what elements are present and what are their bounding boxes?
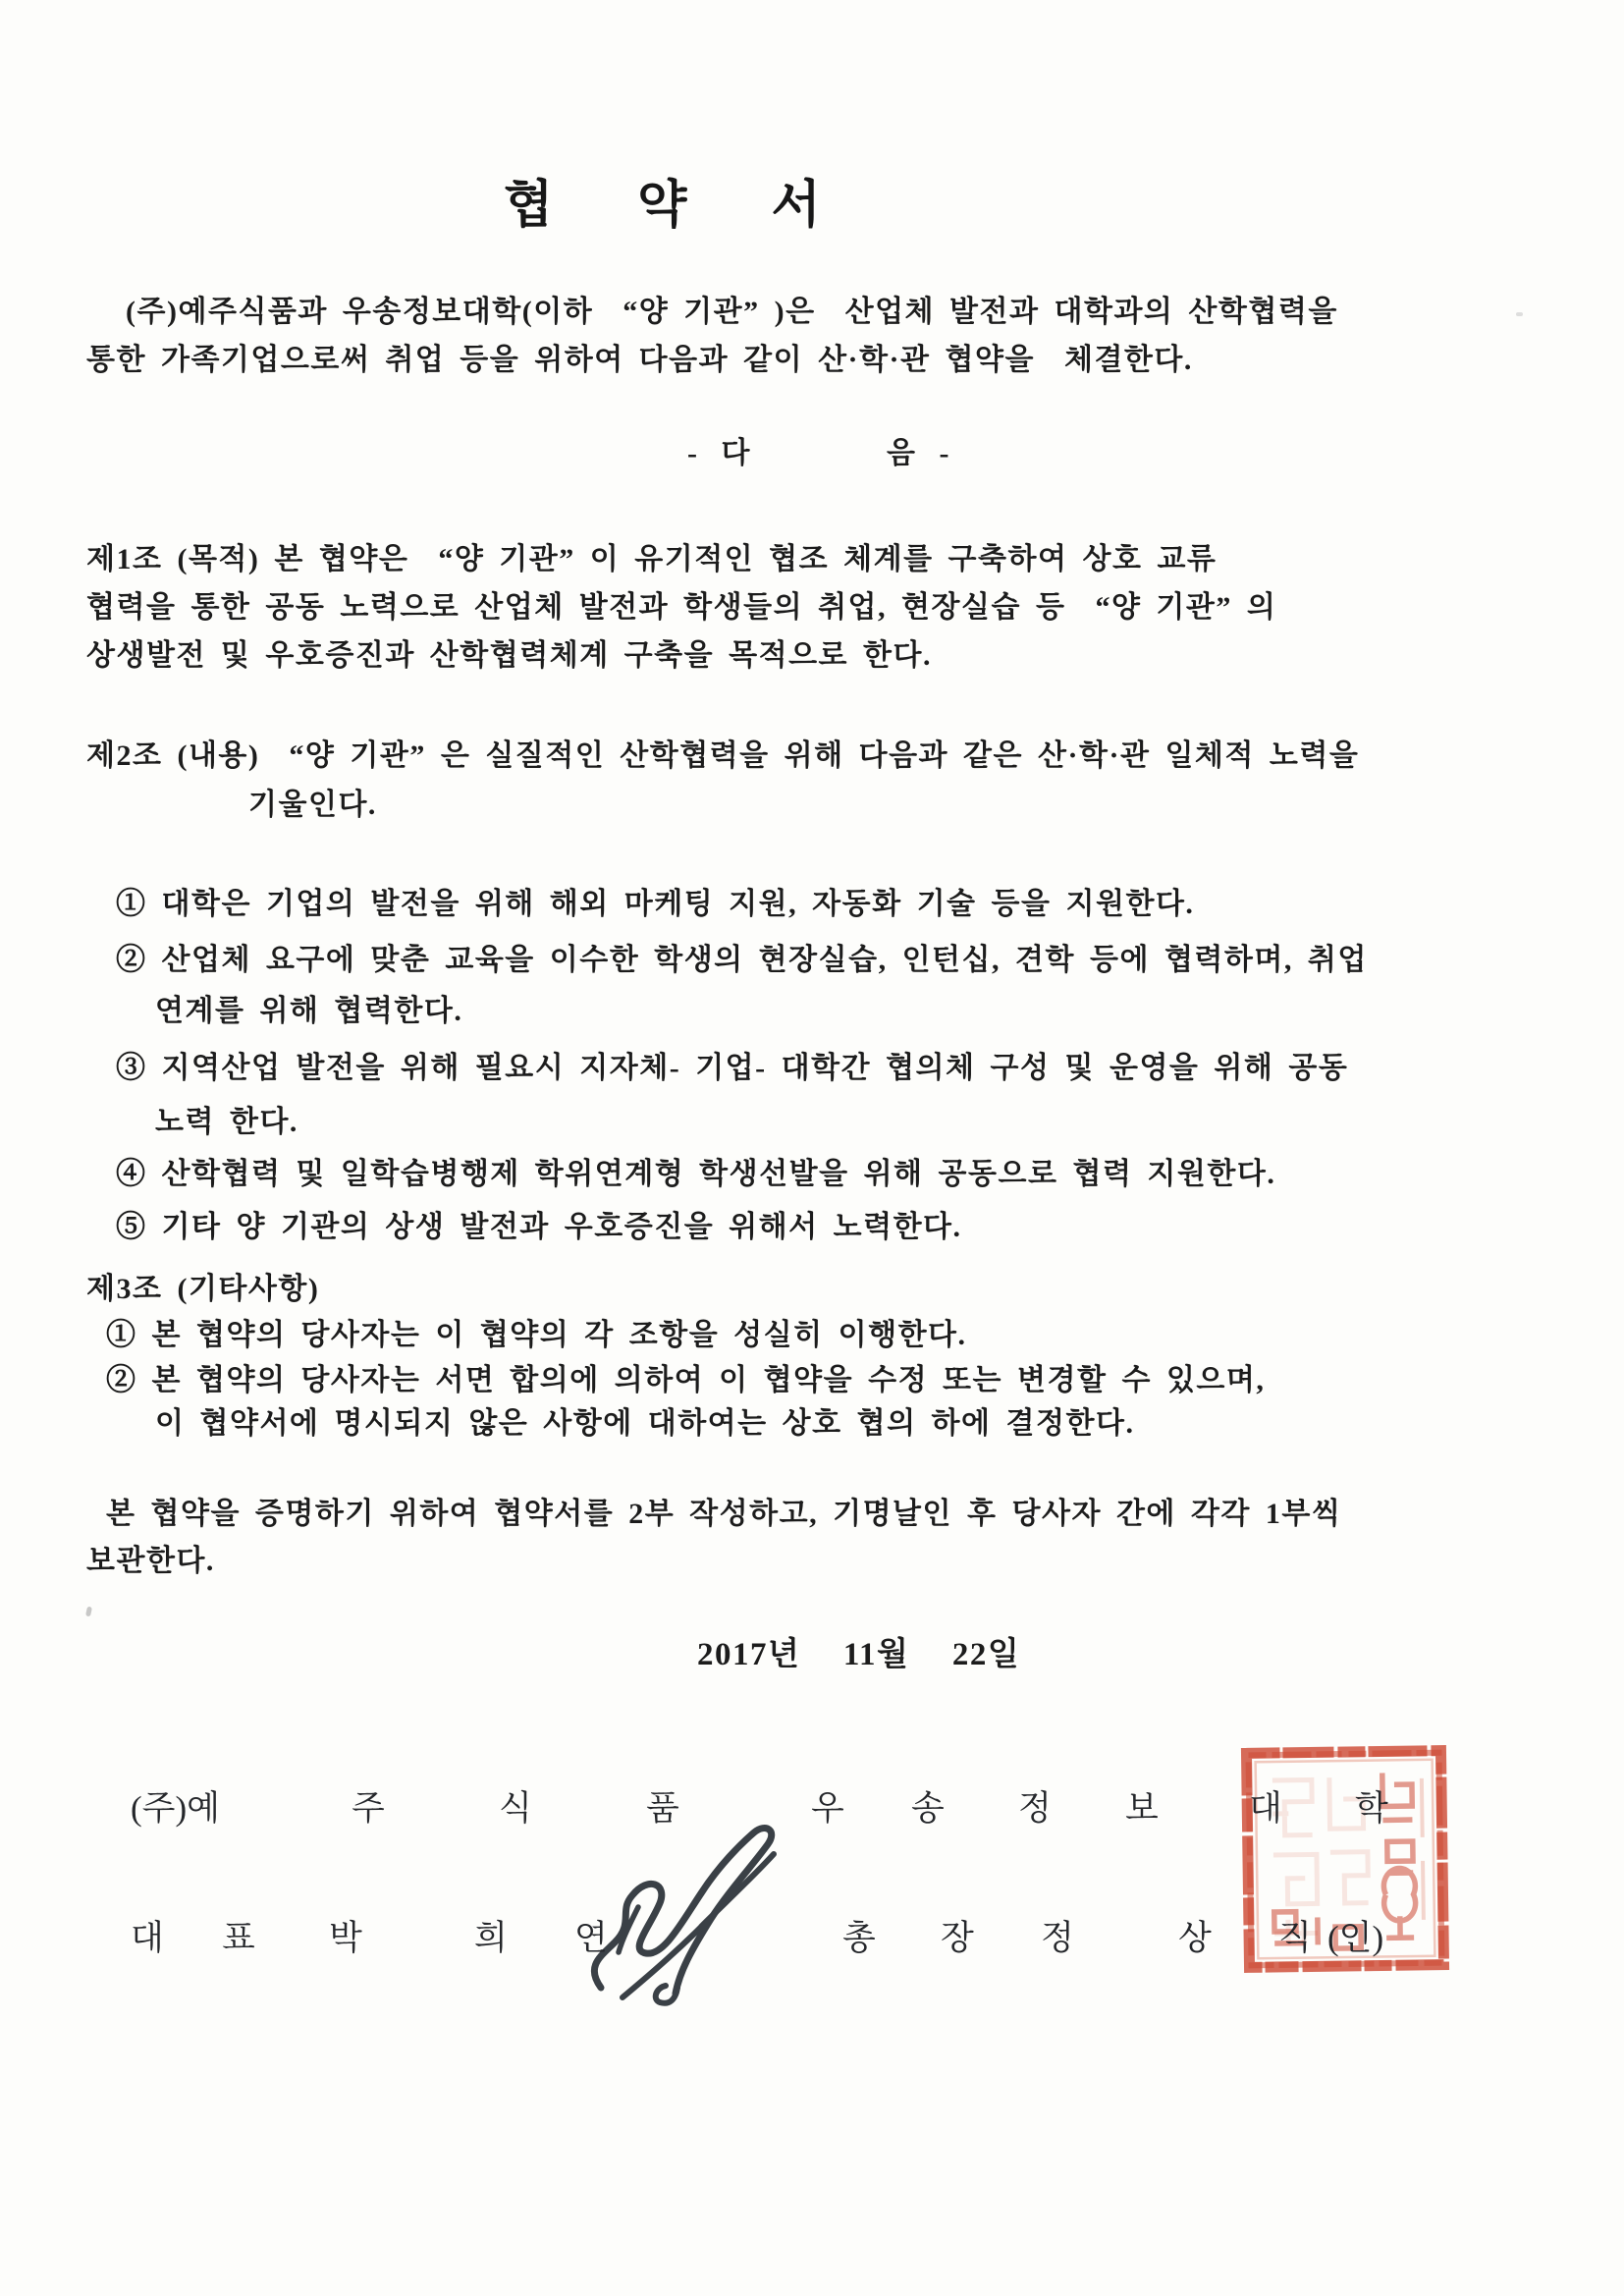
article2-line-1: 제2조 (내용) “양 기관” 은 실질적인 산학협력을 위해 다음과 같은 산·학·관 일체적 노력을: [86, 739, 1360, 772]
article3-item2-line-1: ② 본 협약의 당사자는 서면 합의에 의하여 이 협약을 수정 또는 변경할 수 있으며,: [106, 1364, 1266, 1396]
closing-line-1: 본 협약을 증명하기 위하여 협약서를 2부 작성하고, 기명날인 후 당사자 간에 각각 1부씩: [106, 1498, 1342, 1530]
signature-company-token: 정: [1018, 1789, 1052, 1828]
signature-representative-token: 연: [574, 1919, 608, 1957]
article2-item5: ⑤ 기타 양 기관의 상생 발전과 우호증진을 위해서 노력한다.: [116, 1211, 962, 1243]
signature-company-token: (주)예: [131, 1789, 220, 1828]
signature-representative-token: 박: [329, 1919, 362, 1957]
signature-representative-token: 장: [941, 1919, 974, 1957]
closing-line-2: 보관한다.: [86, 1545, 215, 1577]
signature-company-token: 주: [352, 1789, 385, 1828]
signature-representative-token: 총: [842, 1919, 876, 1957]
signature-company-token: 품: [646, 1789, 679, 1828]
intro-line-1: (주)예주식품과 우송정보대학(이하 “양 기관” )은 산업체 발전과 대학과의 산학협력을: [126, 296, 1338, 328]
article3-item2-line-2: 이 협약서에 명시되지 않은 사항에 대하여는 상호 협의 하에 결정한다.: [155, 1407, 1135, 1440]
scan-speck: [85, 1607, 92, 1617]
article2-item1: ① 대학은 기업의 발전을 위해 해외 마케팅 지원, 자동화 기술 등을 지원한다.: [116, 888, 1195, 920]
signature-representative-token: 대: [131, 1919, 164, 1957]
signature-representative-token: 직: [1278, 1919, 1312, 1957]
article3-heading: 제3조 (기타사항): [86, 1273, 320, 1305]
representative-signature-handwriting: [562, 1813, 809, 2007]
article2-item2-line-2: 연계를 위해 협력한다.: [155, 995, 463, 1027]
article2-item2-line-1: ② 산업체 요구에 맞춘 교육을 이수한 학생의 현장실습, 인턴십, 견학 등에 협력하며, 취업: [116, 944, 1368, 976]
article1-line-3: 상생발전 및 우호증진과 산학협력체계 구축을 목적으로 한다.: [86, 639, 932, 672]
daum-divider: - 다 음 -: [687, 437, 950, 469]
scan-speck: [1516, 312, 1523, 316]
signature-company-token: 식: [499, 1789, 532, 1828]
signature-representative-token: (인): [1327, 1919, 1384, 1957]
document-title: 협약서: [504, 177, 905, 234]
intro-line-2: 통한 가족기업으로써 취업 등을 위하여 다음과 같이 산·학·관 협약을 체결한다.: [86, 344, 1193, 376]
article2-item4: ④ 산학협력 및 일학습병행제 학위연계형 학생선발을 위해 공동으로 협력 지원한다.: [116, 1158, 1276, 1190]
signature-representative-token: 상: [1178, 1919, 1212, 1957]
article3-item1: ① 본 협약의 당사자는 이 협약의 각 조항을 성실히 이행한다.: [106, 1319, 967, 1351]
signature-company-token: 송: [911, 1789, 945, 1828]
signature-representative-token: 희: [474, 1919, 508, 1957]
article2-item3-line-2: 노력 한다.: [155, 1106, 298, 1138]
signature-representative-token: 표: [222, 1919, 255, 1957]
signature-company-token: 보: [1125, 1789, 1159, 1828]
date-line: 2017년 11월 22일: [697, 1637, 1021, 1672]
article1-line-1: 제1조 (목적) 본 협약은 “양 기관” 이 유기적인 협조 체계를 구축하여 상호 교류: [86, 543, 1218, 575]
signature-company-token: 대: [1249, 1789, 1282, 1828]
signature-company-token: 우: [811, 1789, 844, 1828]
article2-item3-line-1: ③ 지역산업 발전을 위해 필요시 지자체- 기업- 대학간 협의체 구성 및 운영을 위해 공동: [116, 1052, 1349, 1084]
signature-company-token: 학: [1355, 1789, 1388, 1828]
article2-line-2: 기울인다.: [248, 789, 377, 821]
article1-line-2: 협력을 통한 공동 노력으로 산업체 발전과 학생들의 취업, 현장실습 등 “양 기관” 의: [86, 591, 1277, 624]
signature-representative-token: 정: [1041, 1919, 1074, 1957]
